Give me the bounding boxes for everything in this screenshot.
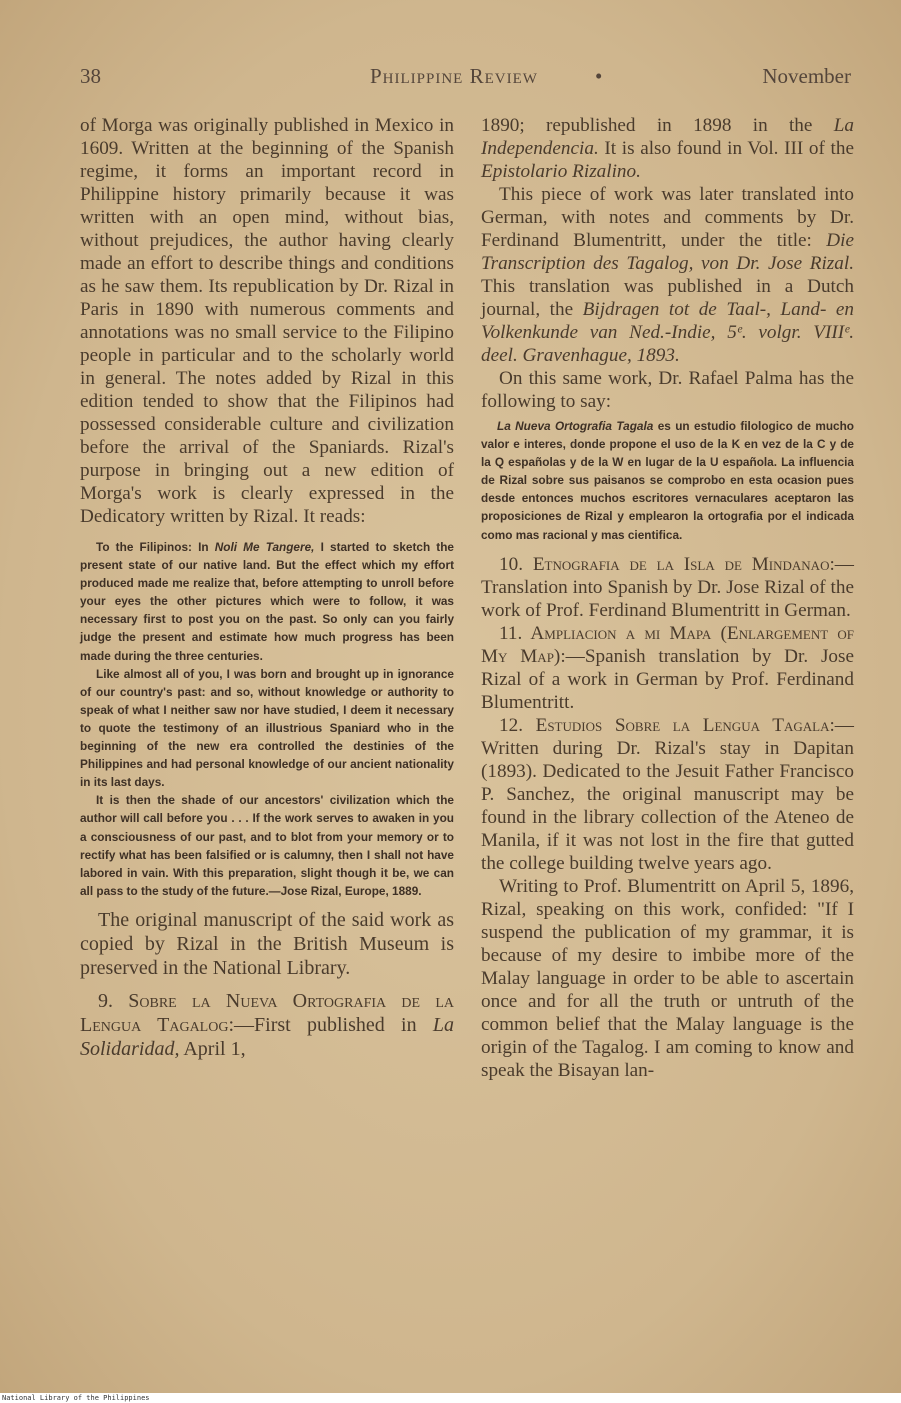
quote-palma-title: La Nueva Ortografia Tagala	[497, 419, 654, 433]
left-column	[80, 114, 454, 1062]
paragraph-blumentritt-letter: Writing to Prof. Blumentritt on April 5, 1896, Rizal, speaking on this work, confided: "If I suspend the publication of my grammar, it is because of my desire to imbibe more of the Malay language in order to be able to ascertain once and for all the truth or untruth of the common belief that the Malay language is the origin of the Tagalog. I am coming to know and speak the Bisayan lan-	[481, 875, 854, 1081]
item-9-heading: 9. Sobre la Nueva Ortografia de la Lengua Tagalog	[80, 989, 454, 1037]
running-header	[80, 64, 851, 94]
republished-text: 1890; republished in 1898 in the	[481, 115, 834, 136]
paragraph-manuscript: The original manuscript of the said work as copied by Rizal in the British Museum is preserved in the National Library.	[80, 908, 454, 980]
item-10	[481, 553, 854, 622]
paragraph-morga: of Morga was originally published in Mexico in 1609. Written at the beginning of the Spanish regime, it forms an important record in Philippine history primarily because it was written with an open mind, without bias, without prejudices, the author having clearly made an effort to describe things and conditions as he saw them. Its republication by Dr. Rizal in Paris in 1890 with numerous comments and annotations was no small service to the Filipino people in particular and to the scholarly world in general. The notes added by Rizal in this edition tended to show that the Filipinos had possessed considerable culture and civilization before the arrival of the Spaniards. Rizal's purpose in bringing out a new edition of Morga's work is clearly expressed in the Dedicatory written by Rizal. It reads:	[80, 115, 454, 527]
quote-like-almost: Like almost all of you, I was born and brought up in ignorance of our country's past: and so, without knowledge or authority to speak of what I neither saw nor have studied, I deem it necessary to quote the testimony of an illustrious Spaniard who in the beginning of the new era controlled the destinies of the Philippines and had personal knowledge of our ancient nationality in its last days.	[80, 666, 454, 790]
item-11-heading: 11. Ampliacion a mi Mapa (Enlargement of My Map)	[481, 622, 854, 667]
journal-title: Philippine Review	[370, 64, 538, 88]
epistolario: Epistolario Rizalino.	[481, 161, 641, 182]
quote-shade: It is then the shade of our ancestors' civilization which the author will call before you . . . If the work serves to awaken in you a consciousness of our past, and to blot from your memory or to rectify what has been falsified or is calumny, then I shall not have labored in vain. With this preparation, slight though it be, we can all pass to the study of the future.—Jose Rizal, Europe, 1889.	[80, 793, 454, 898]
item-10-heading: 10. Etnografia de la Isla de Mindanao	[499, 553, 830, 575]
paragraph-german	[481, 183, 854, 367]
quote-palma	[481, 417, 854, 544]
scan-credit: National Library of the Philippines	[2, 1394, 150, 1402]
item-12-text: :—Written during Dr. Rizal's stay in Dapitan (1893). Dedicated to the Jesuit Father Francisco P. Sanchez, the original manuscript may be found in the library collection of the Ateneo de Manila, if it was not lost in the fire that gutted the college building twelve years ago.	[481, 714, 854, 874]
item-9-text: :—First published in	[228, 1014, 433, 1037]
item-9	[80, 989, 454, 1062]
header-separator: •	[595, 64, 603, 88]
republished-mid: It is also found in Vol. III of the	[598, 138, 854, 159]
quote-filipinos-start: To the Filipinos: In	[96, 540, 215, 554]
paragraph-palma: On this same work, Dr. Rafael Palma has the following to say:	[481, 368, 854, 412]
item-10-text: :—Translation into Spanish by Dr. Jose Rizal of the work of Prof. Ferdinand Blumentritt in German.	[481, 553, 854, 621]
page-number: 38	[80, 64, 101, 88]
paragraph-republished	[481, 114, 854, 183]
right-column	[481, 114, 854, 1082]
german-mid: This translation was published in a Dutch journal, the	[481, 276, 854, 320]
issue-month: November	[762, 64, 851, 88]
item-12-heading: 12. Estudios Sobre la Lengua Tagala	[499, 714, 830, 736]
quote-filipinos-rest: I started to sketch the present state of our native land. But the effect which my effort produced made me realize that, before attempting to unroll before your eyes the other pictures which were to follow, it was necessary first to post you on the past. So only can you fairly judge the present and estimate how much progress has been made during the three centuries.	[80, 540, 454, 663]
german-start: This piece of work was later translated into German, with notes and comments by Dr. Ferdinand Blumentritt, under the title:	[481, 184, 854, 251]
dutch-journal: Bijdragen tot de Taal-, Land- en Volkenkunde van Ned.-Indie, 5ᵉ. volgr. VIIIᵉ. deel. Gravenhague, 1893.	[481, 299, 854, 366]
quote-palma-text: es un estudio filologico de mucho valor e interes, donde propone el uso de la K en vez de la C y de la Q españolas y de la W en lugar de la U española. La influencia de Rizal sobre sus paisanos se comprobo en esta ocasion pues desde entonces muchos escritores vernaculares aceptaron las proposiciones de Rizal y emplearon la ortografia por el indicada como mas racional y mas cientifica.	[481, 419, 854, 542]
noli-title: Noli Me Tangere,	[214, 540, 315, 554]
item-12	[481, 714, 854, 875]
item-9-tail: April 1,	[179, 1038, 246, 1061]
item-11	[481, 622, 854, 714]
la-independencia: La Independencia.	[481, 115, 854, 159]
quote-filipinos	[80, 538, 454, 665]
german-title: Die Transcription des Tagalog, von Dr. Jose Rizal.	[481, 230, 854, 274]
item-11-text: :—Spanish translation by Dr. Jose Rizal of a work in German by Prof. Ferdinand Blumentritt.	[481, 645, 854, 713]
scan-credit-footer	[0, 1393, 901, 1403]
item-9-journal: La Solidaridad,	[80, 1014, 454, 1061]
